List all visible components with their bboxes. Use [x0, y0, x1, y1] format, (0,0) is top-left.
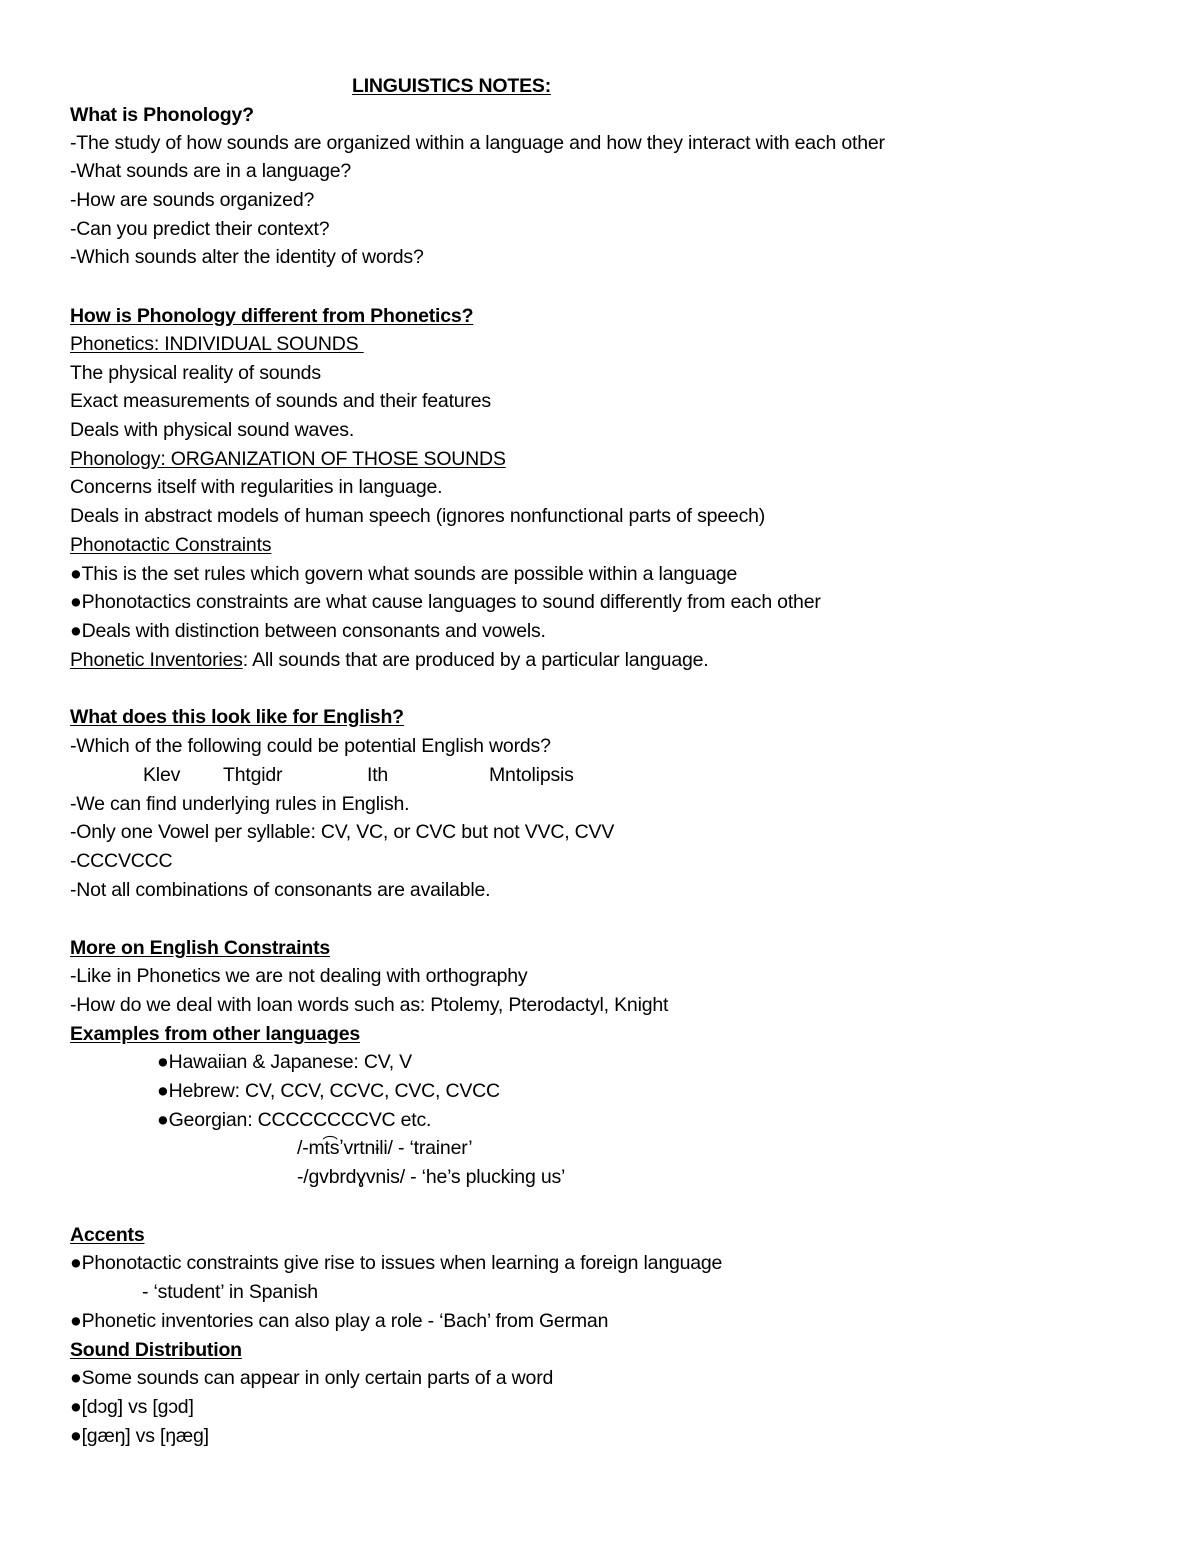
text-line: Deals with physical sound waves.: [70, 419, 355, 441]
text-line: -Only one Vowel per syllable: CV, VC, or CVC but not VVC, CVV: [70, 821, 615, 843]
subheading-phonotactic-constraints: Phonotactic Constraints: [70, 534, 272, 556]
example-word: Klev: [143, 764, 181, 786]
phonetic-inventories-definition: : All sounds that are produced by a particular language.: [242, 649, 709, 671]
bullet-item: ●Hebrew: CV, CCV, CCVC, CVC, CVCC: [157, 1080, 500, 1102]
text-line: -Can you predict their context?: [70, 218, 330, 240]
phonetic-inventories-line: [70, 646, 708, 674]
bullet-item: ●[gæŋ] vs [ŋæg]: [70, 1425, 209, 1447]
text-line: The physical reality of sounds: [70, 362, 321, 384]
bullet-item: ●Hawaiian & Japanese: CV, V: [157, 1051, 412, 1073]
text-line: -Which of the following could be potential English words?: [70, 735, 551, 757]
bullet-item: ●Georgian: CCCCCCCCVC etc.: [157, 1109, 432, 1131]
example-word: Ith: [367, 764, 389, 786]
section-heading-sound-distribution: Sound Distribution: [70, 1339, 242, 1361]
text-line: -The study of how sounds are organized within a language and how they interact with each other: [70, 132, 885, 154]
bullet-item: ●Deals with distinction between consonants and vowels.: [70, 620, 546, 642]
page-title: LINGUISTICS NOTES:: [352, 75, 551, 97]
sub-item: - ‘student’ in Spanish: [142, 1281, 318, 1303]
example-words-row: [0, 761, 1200, 789]
bullet-item: ●Phonotactics constraints are what cause languages to sound differently from each other: [70, 591, 821, 613]
example-word: Thtgidr: [223, 764, 283, 786]
text-line: Exact measurements of sounds and their features: [70, 390, 491, 412]
text-line: -How do we deal with loan words such as: Ptolemy, Pterodactyl, Knight: [70, 994, 669, 1016]
example-word: Mntolipsis: [489, 764, 574, 786]
georgian-example: -/gvbrdɣvnis/ - ‘he’s plucking us’: [297, 1166, 566, 1188]
subheading-phonetics: Phonetics: INDIVIDUAL SOUNDS: [70, 333, 364, 355]
georgian-example: /-mt͡sʼvrtnɨli/ - ‘trainer’: [297, 1137, 473, 1159]
section-heading-accents: Accents: [70, 1224, 145, 1246]
bullet-item: ●[dɔg] vs [gɔd]: [70, 1396, 194, 1418]
section-heading-english-constraints: More on English Constraints: [70, 937, 331, 959]
subheading-phonology: Phonology: ORGANIZATION OF THOSE SOUNDS: [70, 448, 506, 470]
text-line: -Which sounds alter the identity of words?: [70, 246, 424, 268]
text-line: -We can find underlying rules in English.: [70, 793, 410, 815]
phonetic-inventories-term: Phonetic Inventories: [70, 649, 243, 671]
text-line: -CCCVCCC: [70, 850, 173, 872]
bullet-item: ●Some sounds can appear in only certain parts of a word: [70, 1367, 554, 1389]
text-line: Concerns itself with regularities in language.: [70, 476, 443, 498]
text-line: -Like in Phonetics we are not dealing with orthography: [70, 965, 528, 987]
text-line: Deals in abstract models of human speech (ignores nonfunctional parts of speech): [70, 505, 766, 527]
text-line: -What sounds are in a language?: [70, 160, 352, 182]
bullet-item: ●Phonotactic constraints give rise to issues when learning a foreign language: [70, 1252, 723, 1274]
text-line: -Not all combinations of consonants are available.: [70, 879, 491, 901]
text-line: -How are sounds organized?: [70, 189, 315, 211]
section-heading-phonology-vs-phonetics: How is Phonology different from Phonetics?: [70, 305, 474, 327]
subheading-examples: Examples from other languages: [70, 1023, 361, 1045]
bullet-item: ●Phonetic inventories can also play a role - ‘Bach’ from German: [70, 1310, 609, 1332]
section-heading-what-is-phonology: What is Phonology?: [70, 104, 254, 126]
section-heading-english: What does this look like for English?: [70, 706, 404, 728]
bullet-item: ●This is the set rules which govern what sounds are possible within a language: [70, 563, 738, 585]
